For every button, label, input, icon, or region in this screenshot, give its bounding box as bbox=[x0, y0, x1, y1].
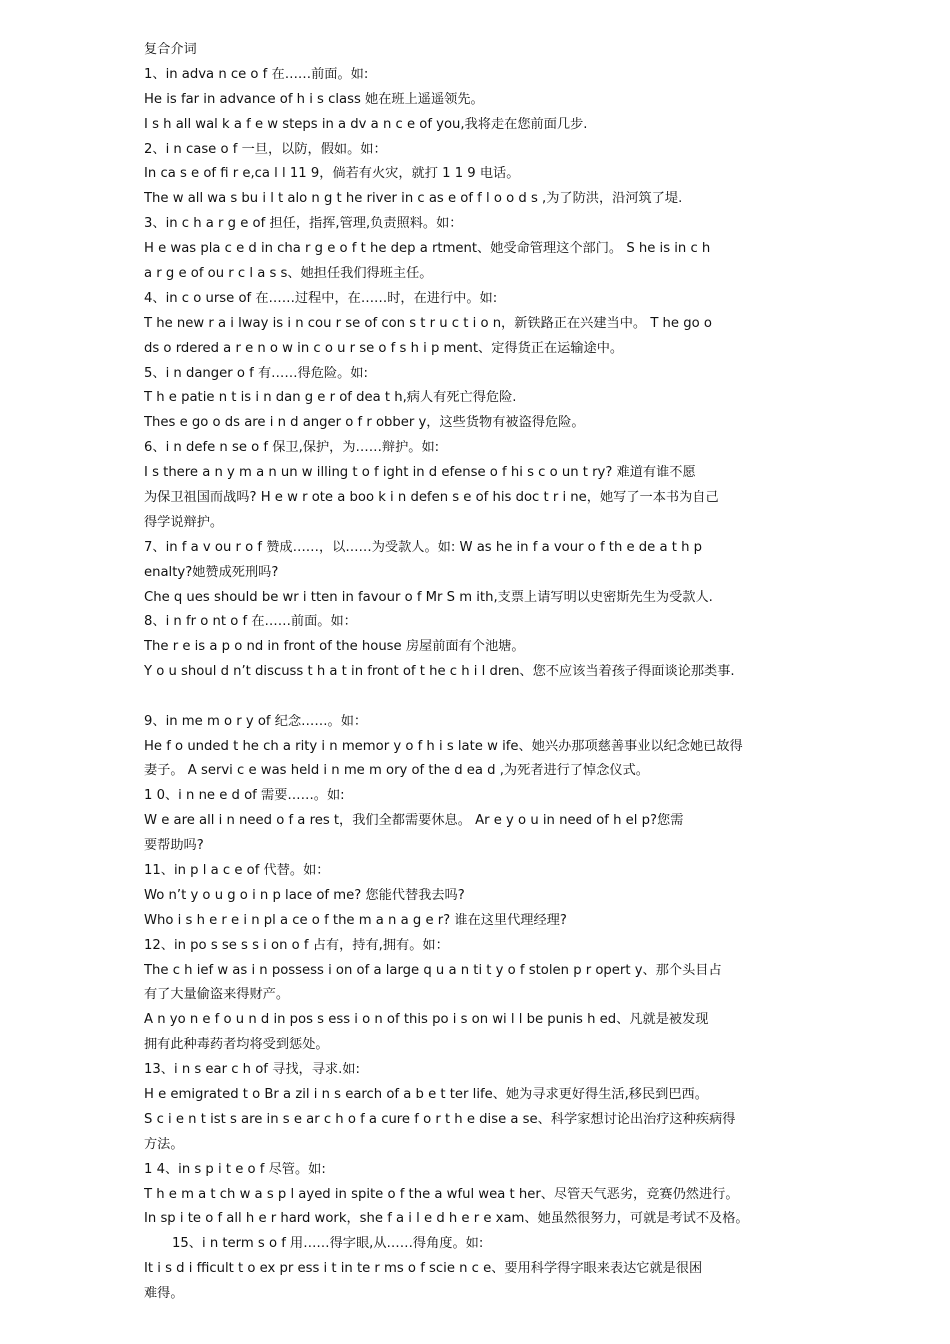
text-line: Wo n’t y o u g o i n p lace of me? 您能代替我去吗? bbox=[144, 888, 465, 903]
text-line: In ca s e of fi r e,ca l l 11 9，倘若有火灾，就打 1 1 9 电话。 bbox=[144, 166, 520, 181]
text-line: T h e m a t ch w a s p l ayed in spite o f the a wful wea t her、尽管天气恶劣，竞赛仍然进行。 bbox=[144, 1187, 739, 1202]
text-line: The w all wa s bu i l t alo n g t he river in c as e of f l o o d s ,为了防洪，沿河筑了堤. bbox=[144, 191, 683, 206]
text-line: 为保卫祖国而战吗? H e w r ote a boo k i n defen s e of his doc t r i ne，她写了一本书为自己 bbox=[144, 490, 719, 505]
section-heading: 12、in po s se s s i on o f 占有，持有,拥有。如： bbox=[144, 938, 449, 953]
text-line: 拥有此种毒药者均将受到惩处。 bbox=[144, 1037, 329, 1052]
section-heading: 1 0、i n ne e d of 需要……。如: bbox=[144, 788, 345, 803]
text-line: A n yo n e f o u n d in pos s ess i o n of this po i s on wi l l be punis h ed、凡就是被发现 bbox=[144, 1012, 709, 1027]
text-line: It i s d i fficult t o ex pr ess i t in te r ms o f scie n c e、要用科学得字眼来表达它就是很困 bbox=[144, 1261, 703, 1276]
text-line: Che q ues should be wr i tten in favour o f Mr S m ith,支票上请写明以史密斯先生为受款人. bbox=[144, 590, 713, 605]
text-line: S c i e n t ist s are in s e ar c h o f a cure f o r t h e dise a se、科学家想讨论出治疗这种疾病得 bbox=[144, 1112, 736, 1127]
text-line: T he new r a i lway is i n cou r se of con s t r u c t i o n，新铁路正在兴建当中。 T he go o bbox=[144, 316, 712, 331]
text-line: enalty?她赞成死刑吗? bbox=[144, 565, 279, 580]
text-line: He is far in advance of h i s class 她在班上遥遥领先。 bbox=[144, 92, 484, 107]
text-line: ds o rdered a r e n o w in c o u r se o f s h i p ment、定得货正在运输途中。 bbox=[144, 341, 624, 356]
section-heading: 1 4、in s p i t e o f 尽管。如: bbox=[144, 1162, 326, 1177]
text-line: a r g e of ou r c l a s s、她担任我们得班主任。 bbox=[144, 266, 433, 281]
section-heading: 2、i n case o f 一旦，以防，假如。如： bbox=[144, 142, 387, 157]
text-line: 方法。 bbox=[144, 1137, 184, 1152]
section-heading: 6、i n defe n se o f 保卫,保护，为……辩护。如: bbox=[144, 440, 440, 455]
text-line: The c h ief w as i n possess i on of a large q u a n ti t y o f stolen p r opert y、那个头目占 bbox=[144, 963, 722, 978]
section-heading: 9、in me m o r y of 纪念……。如： bbox=[144, 714, 368, 729]
section-heading: 5、i n danger o f 有……得危险。如: bbox=[144, 366, 368, 381]
section-heading: 11、in p l a c e of 代替。如： bbox=[144, 863, 330, 878]
section-heading: 15、i n term s o f 用……得字眼,从……得角度。如: bbox=[172, 1236, 484, 1251]
text-line: T h e patie n t is i n dan g e r of dea t h,病人有死亡得危险. bbox=[144, 390, 517, 405]
text-line: The r e is a p o nd in front of the house 房屋前面有个池塘。 bbox=[144, 639, 525, 654]
text-line: W e are all i n need o f a res t，我们全都需要休息。 Ar e y o u in need of h el p?您需 bbox=[144, 813, 684, 828]
text-line: H e was pla c e d in cha r g e o f t he dep a rtment、她受命管理这个部门。 S he is in c h bbox=[144, 241, 711, 256]
text-line: Y o u shoul d n’t discuss t h a t in front of t he c h i l dren、您不应该当着孩子得面谈论那类事. bbox=[144, 664, 735, 679]
text-line: H e emigrated t o Br a zil i n s earch of a b e t ter life、她为寻求更好得生活,移民到巴西。 bbox=[144, 1087, 708, 1102]
section-heading: 8、i n fr o nt o f 在……前面。如： bbox=[144, 614, 357, 629]
text-line: Who i s h e r e i n pl a ce o f the m a n a g e r? 谁在这里代理经理? bbox=[144, 913, 567, 928]
section-heading: 7、in f a v ou r o f 赞成……，以……为受款人。如: W as he in f a vour o f th e de a t h p bbox=[144, 540, 703, 555]
text-line: In sp i te o f all h e r hard work，she f a i l e d h e r e xam、她虽然很努力，可就是考试不及格。 bbox=[144, 1211, 749, 1226]
section-heading: 3、in c h a r g e of 担任，指挥,管理,负责照料。如： bbox=[144, 216, 463, 231]
text-line: 妻子。 A servi c e was held i n me m ory of the d ea d ,为死者进行了悼念仪式。 bbox=[144, 763, 649, 778]
section-heading: 4、in c o urse of 在……过程中，在……时，在进行中。如: bbox=[144, 291, 498, 306]
section-heading: 1、in adva n ce o f 在……前面。如: bbox=[144, 67, 369, 82]
text-line: 要帮助吗? bbox=[144, 838, 204, 853]
doc-title: 复合介词 bbox=[144, 42, 197, 57]
text-line: Thes e go o ds are i n d anger o f r obber y，这些货物有被盗得危险。 bbox=[144, 415, 585, 430]
text-line: 难得。 bbox=[144, 1286, 184, 1301]
text-line: 得学说辩护。 bbox=[144, 515, 224, 530]
text-line: He f o unded t he ch a rity i n memor y o f h i s late w ife、她兴办那项慈善事业以纪念她已故得 bbox=[144, 739, 743, 754]
text-line: I s there a n y m a n un w illing t o f ight in d efense o f hi s c o un t ry? 难道有谁不愿 bbox=[144, 465, 696, 480]
text-line: 有了大量偷盗来得财产。 bbox=[144, 987, 290, 1002]
text-line: I s h all wal k a f e w steps in a dv a n c e of you,我将走在您前面几步. bbox=[144, 117, 588, 132]
section-heading: 13、i n s ear c h of 寻找，寻求.如: bbox=[144, 1062, 360, 1077]
